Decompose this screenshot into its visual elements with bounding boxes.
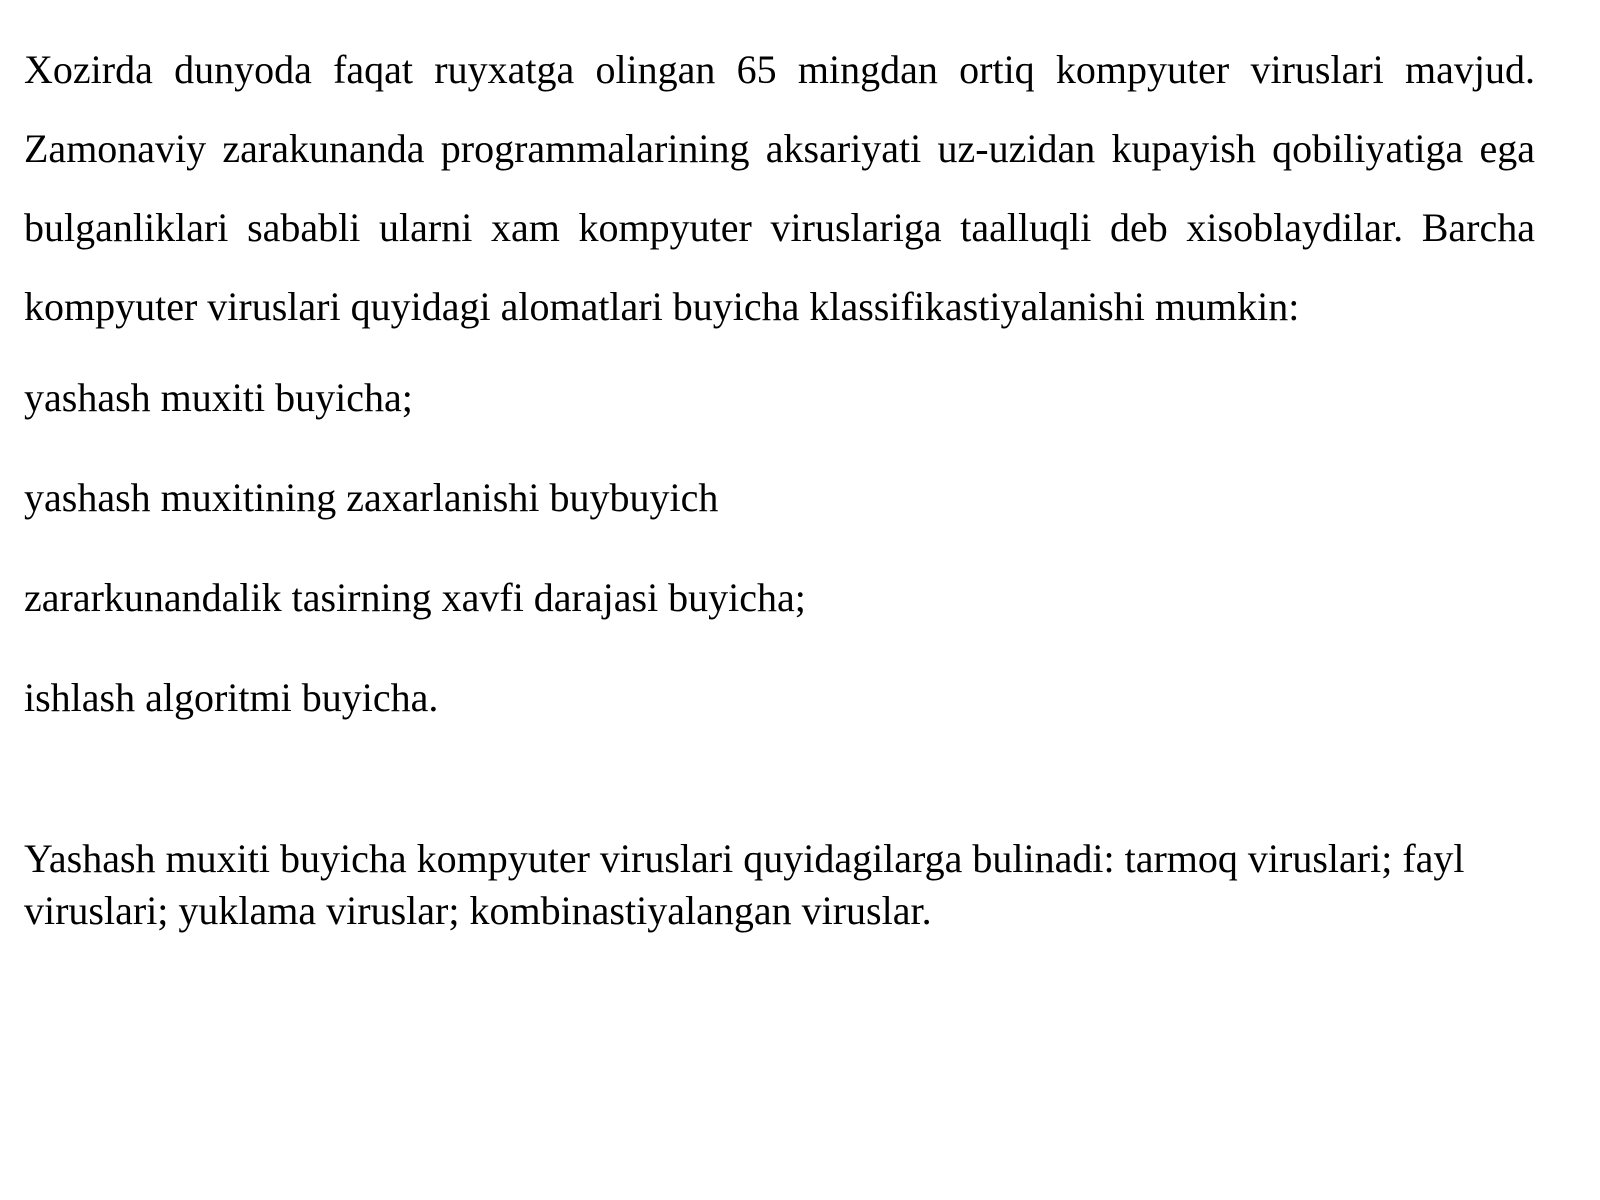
intro-paragraph: Xozirda dunyoda faqat ruyxatga olingan 65 mingdan ortiq kompyuter viruslari mavjud. Zamonaviy zarakunanda programmalarining aksariyati uz-uzidan kupayish qobiliyatiga ega bulganliklari sababli ularni xam kompyuter viruslariga taalluqli deb xisoblaydilar. Barcha kompyuter viruslari quyidagi alomatlari buyicha klassifikastiyalanishi mumkin:	[24, 47, 1535, 329]
criterion-item: yashash muxitining zaxarlanishi buybuyich	[24, 475, 719, 520]
criterion-item: zararkunandalik tasirning xavfi darajasi buyicha;	[24, 575, 806, 620]
classification-criteria-list	[24, 373, 1535, 723]
summary-paragraph: Yashash muxiti buyicha kompyuter viruslari quyidagilarga bulinadi: tarmoq viruslari; fayl viruslari; yuklama viruslar; kombinastiyalangan viruslar.	[24, 836, 1465, 933]
criterion-item: ishlash algoritmi buyicha.	[24, 675, 439, 720]
criterion-item: yashash muxiti buyicha;	[24, 375, 413, 420]
